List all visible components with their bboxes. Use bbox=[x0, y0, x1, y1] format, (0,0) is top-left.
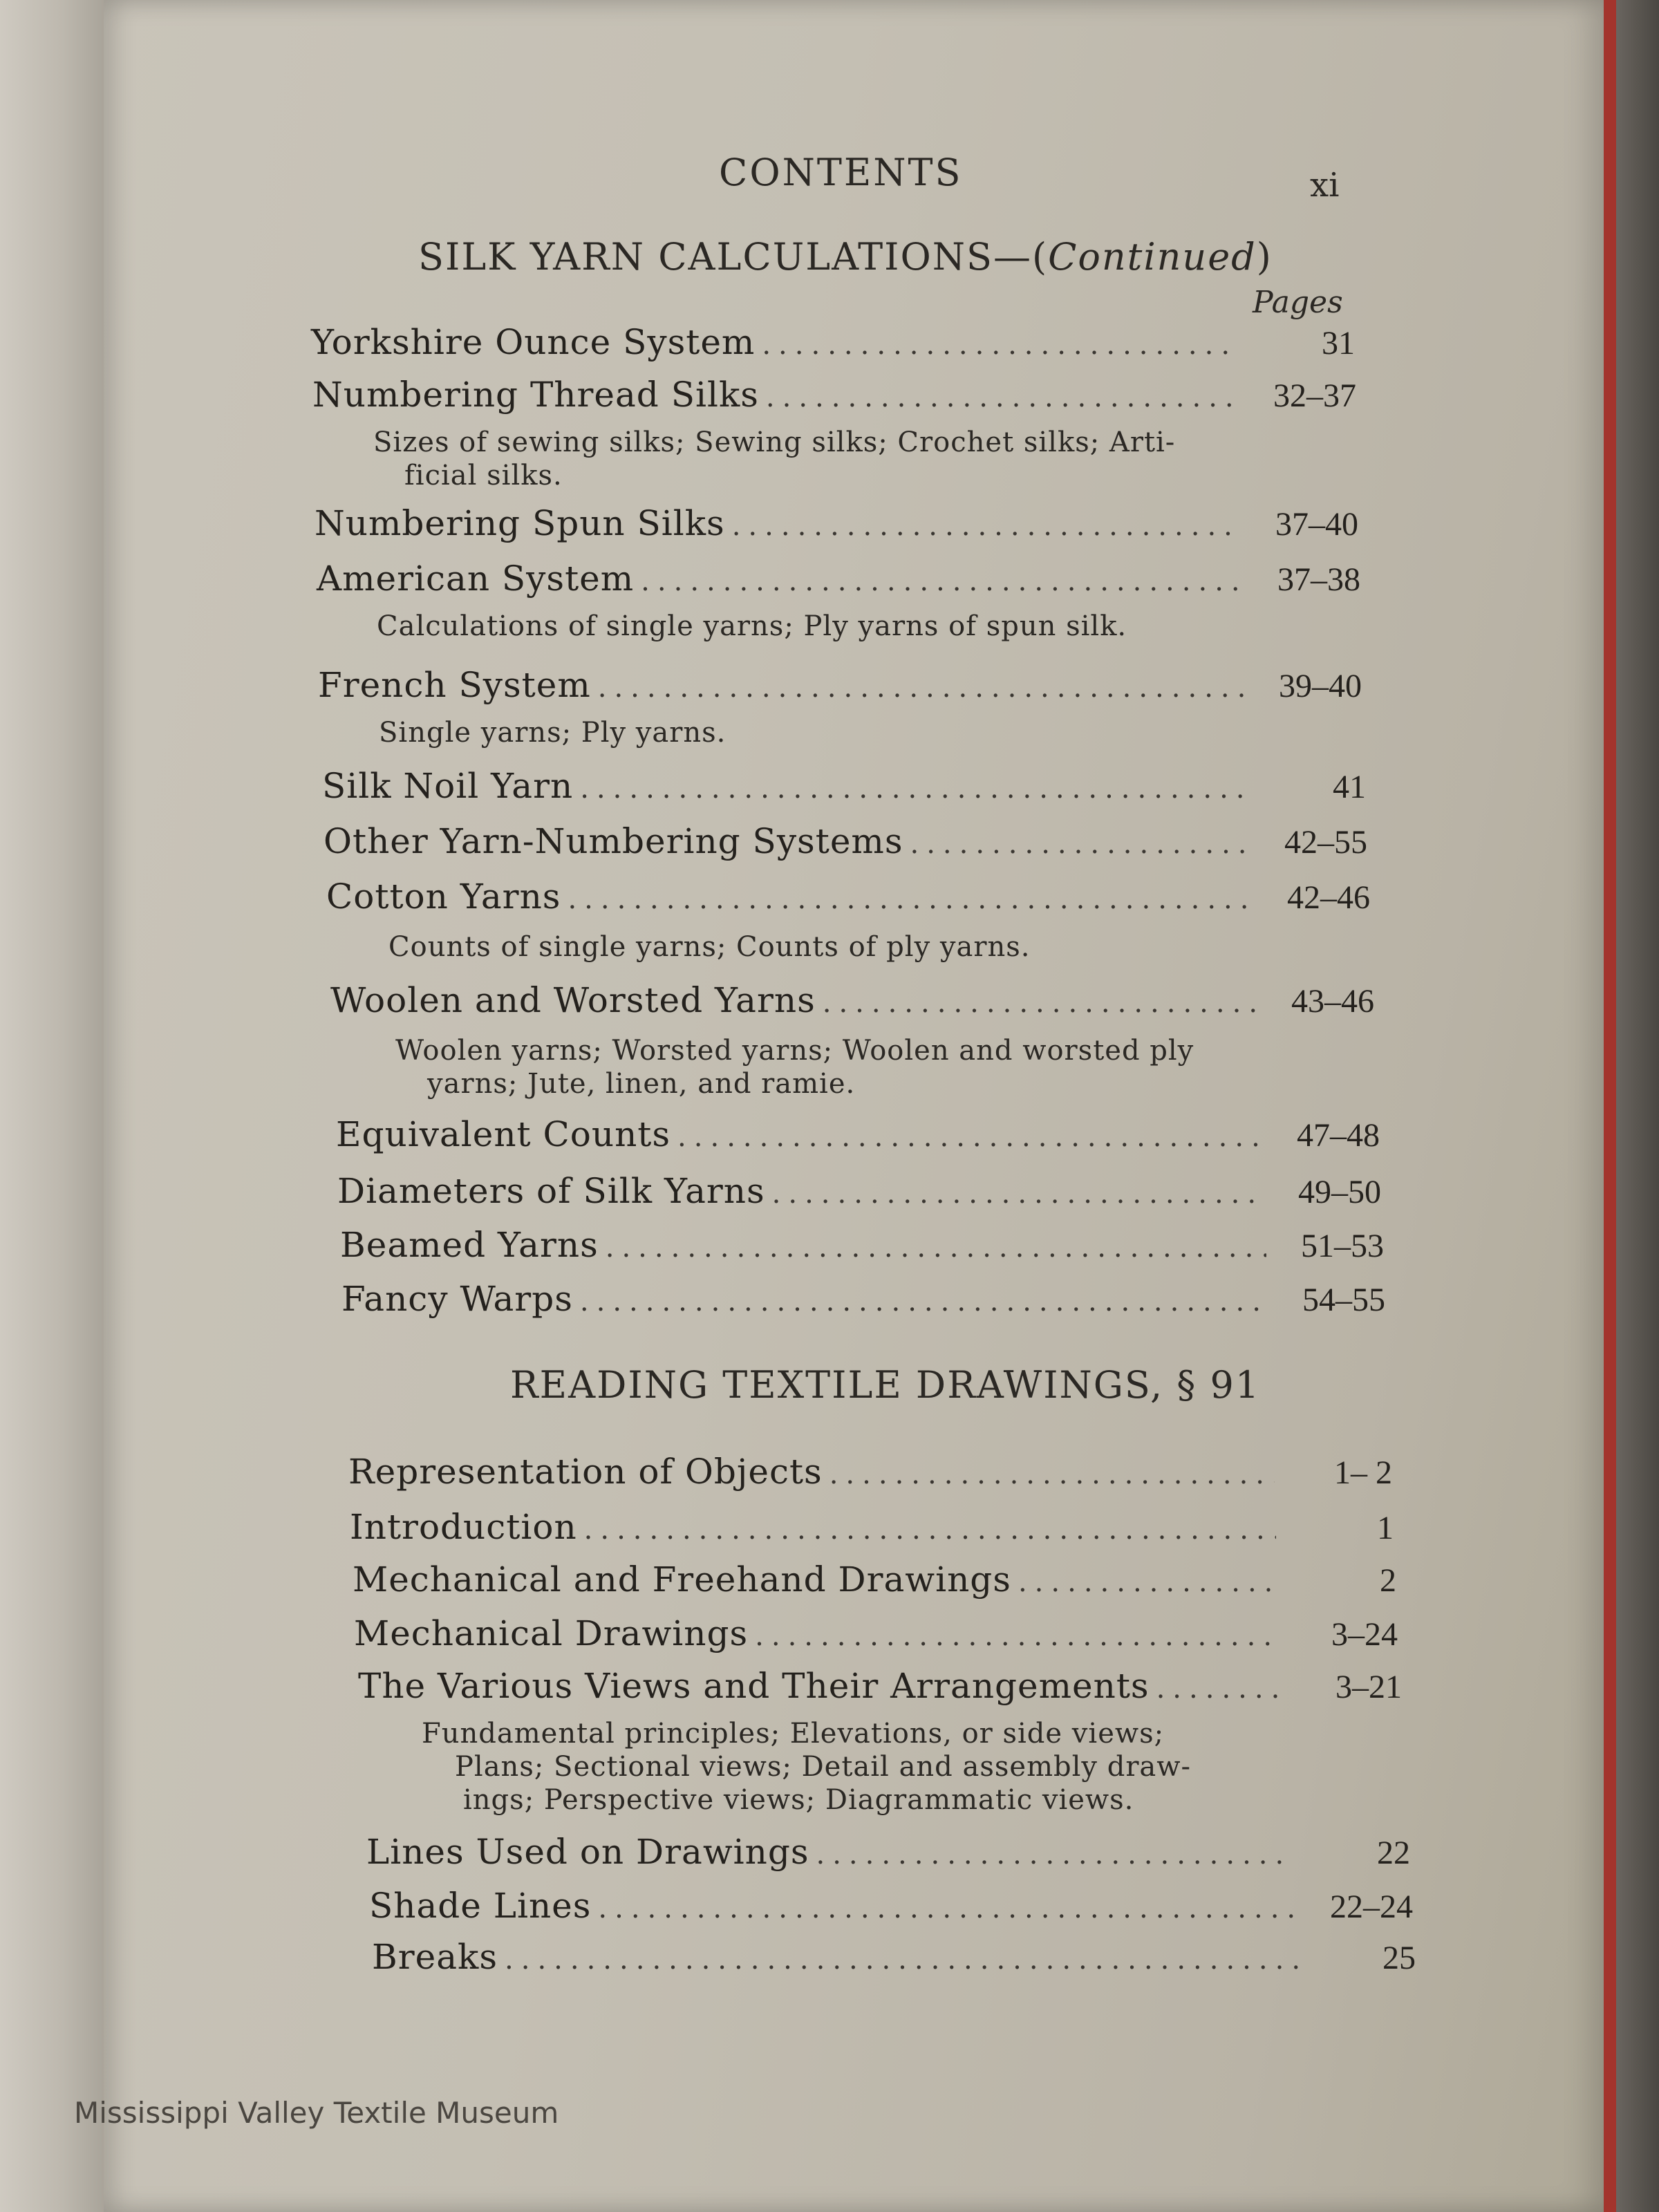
toc-entry[interactable] bbox=[326, 877, 1370, 922]
toc-entry[interactable] bbox=[330, 980, 1374, 1026]
toc-entry[interactable] bbox=[354, 1613, 1398, 1659]
dot-leader bbox=[580, 773, 1248, 805]
dot-leader bbox=[1156, 1673, 1284, 1705]
toc-entry-label: Representation of Objects bbox=[348, 1452, 823, 1492]
toc-entry-label: Breaks bbox=[372, 1937, 498, 1977]
dot-leader bbox=[641, 565, 1243, 597]
toc-entry-pages: 3–24 bbox=[1331, 1616, 1398, 1653]
toc-entry-label: Other Yarn-Numbering Systems bbox=[324, 821, 903, 861]
toc-entry-pages: 37–40 bbox=[1275, 506, 1358, 543]
toc-entry[interactable] bbox=[369, 1886, 1413, 1931]
dot-leader bbox=[598, 672, 1244, 704]
toc-entry[interactable] bbox=[336, 1114, 1380, 1160]
toc-entry-pages: 42–55 bbox=[1284, 824, 1367, 861]
toc-entry-pages: 54–55 bbox=[1302, 1282, 1385, 1318]
toc-entry-label: Numbering Thread Silks bbox=[312, 375, 759, 415]
pages-column-label: Pages bbox=[1253, 285, 1343, 320]
toc-entry[interactable] bbox=[311, 322, 1355, 368]
dot-leader bbox=[823, 987, 1257, 1019]
dot-leader bbox=[830, 1459, 1275, 1490]
toc-entry-pages: 3–21 bbox=[1335, 1669, 1402, 1705]
toc-entry-pages: 2 bbox=[1380, 1562, 1396, 1599]
dot-leader bbox=[1018, 1566, 1279, 1598]
toc-entry[interactable] bbox=[348, 1452, 1392, 1497]
toc-entry[interactable] bbox=[337, 1171, 1381, 1217]
toc-entry[interactable] bbox=[350, 1507, 1394, 1553]
toc-entry[interactable] bbox=[315, 503, 1358, 549]
toc-entry-pages: 1– 2 bbox=[1334, 1454, 1392, 1491]
toc-entry-label: Woolen and Worsted Yarns bbox=[330, 980, 816, 1020]
toc-entry-pages: 43–46 bbox=[1291, 983, 1374, 1020]
toc-entry-label: Mechanical and Freehand Drawings bbox=[353, 1559, 1011, 1600]
toc-entry-label: Equivalent Counts bbox=[336, 1114, 671, 1154]
toc-entry-pages: 39–40 bbox=[1279, 668, 1362, 704]
toc-entry-label: Shade Lines bbox=[369, 1886, 592, 1926]
toc-entry[interactable] bbox=[366, 1832, 1410, 1877]
toc-subentry: Sizes of sewing silks; Sewing silks; Crochet silks; Arti- bbox=[373, 427, 1176, 458]
toc-entry[interactable] bbox=[324, 821, 1367, 867]
toc-entry-label: The Various Views and Their Arrangements bbox=[358, 1666, 1150, 1706]
dot-leader bbox=[816, 1839, 1293, 1871]
dot-leader bbox=[677, 1121, 1262, 1153]
dot-leader bbox=[598, 1893, 1295, 1924]
running-head: CONTENTS bbox=[719, 151, 963, 194]
toc-entry-pages: 25 bbox=[1382, 1940, 1416, 1976]
toc-entry-label: Diameters of Silk Yarns bbox=[337, 1171, 765, 1211]
toc-entry-pages: 32–37 bbox=[1273, 377, 1356, 414]
toc-entry-pages: 22 bbox=[1377, 1835, 1410, 1871]
toc-entry-pages: 31 bbox=[1322, 325, 1355, 362]
dot-leader bbox=[766, 382, 1239, 413]
toc-subentry: Fundamental principles; Elevations, or side views; bbox=[422, 1718, 1165, 1750]
toc-entry[interactable] bbox=[322, 766, 1366, 812]
dot-leader bbox=[755, 1620, 1280, 1652]
toc-entry-label: Beamed Yarns bbox=[340, 1225, 599, 1265]
toc-entry[interactable] bbox=[312, 375, 1356, 420]
dot-leader bbox=[568, 883, 1253, 915]
museum-watermark: Mississippi Valley Textile Museum bbox=[74, 2096, 559, 2130]
section-title-reading-drawings: READING TEXTILE DRAWINGS, § 91 bbox=[510, 1363, 1261, 1407]
toc-entry-pages: 49–50 bbox=[1298, 1174, 1381, 1210]
toc-entry-label: Lines Used on Drawings bbox=[366, 1832, 809, 1872]
toc-entry-pages: 37–38 bbox=[1277, 561, 1360, 598]
dot-leader bbox=[910, 828, 1250, 860]
toc-entry-pages: 1 bbox=[1377, 1510, 1394, 1546]
toc-subentry: Plans; Sectional views; Detail and assembly draw- bbox=[455, 1751, 1192, 1783]
dot-leader bbox=[762, 329, 1237, 361]
dot-leader bbox=[732, 510, 1241, 542]
dot-leader bbox=[772, 1178, 1264, 1210]
toc-entry-label: American System bbox=[317, 559, 635, 599]
toc-entry-pages: 51–53 bbox=[1301, 1228, 1384, 1264]
toc-entry-label: Numbering Spun Silks bbox=[315, 503, 725, 543]
toc-subentry: ings; Perspective views; Diagrammatic views. bbox=[463, 1784, 1134, 1816]
toc-subentry: Single yarns; Ply yarns. bbox=[379, 717, 727, 749]
toc-entry-label: Mechanical Drawings bbox=[354, 1613, 749, 1653]
toc-subentry: yarns; Jute, linen, and ramie. bbox=[427, 1068, 856, 1100]
dot-leader bbox=[584, 1514, 1276, 1546]
toc-subentry: Woolen yarns; Worsted yarns; Woolen and worsted ply bbox=[395, 1035, 1194, 1067]
toc-subentry: ficial silks. bbox=[404, 460, 563, 491]
toc-entry-label: French System bbox=[318, 665, 591, 705]
toc-entry-label: Cotton Yarns bbox=[326, 877, 561, 917]
toc-entry-label: Introduction bbox=[350, 1507, 577, 1547]
toc-entry[interactable] bbox=[358, 1666, 1402, 1712]
toc-entry[interactable] bbox=[317, 559, 1360, 604]
book-cover-edge bbox=[1604, 0, 1616, 2212]
toc-entry[interactable] bbox=[341, 1279, 1385, 1324]
toc-entry-label: Fancy Warps bbox=[341, 1279, 573, 1319]
toc-entry-pages: 41 bbox=[1333, 769, 1366, 805]
toc-entry-label: Yorkshire Ounce System bbox=[311, 322, 756, 362]
toc-entry[interactable] bbox=[353, 1559, 1396, 1605]
dot-leader bbox=[505, 1944, 1298, 1976]
toc-entry[interactable] bbox=[340, 1225, 1384, 1271]
toc-subentry: Counts of single yarns; Counts of ply yarns. bbox=[388, 931, 1031, 963]
toc-entry[interactable] bbox=[372, 1937, 1416, 1983]
dot-leader bbox=[580, 1286, 1268, 1318]
facing-page-edge bbox=[0, 0, 104, 2212]
toc-entry[interactable] bbox=[318, 665, 1362, 711]
toc-subentry: Calculations of single yarns; Ply yarns of spun silk. bbox=[377, 610, 1127, 642]
section-title-silk-yarn: SILK YARN CALCULATIONS—(Continued) bbox=[418, 235, 1273, 279]
toc-entry-pages: 42–46 bbox=[1287, 879, 1370, 916]
toc-entry-pages: 47–48 bbox=[1297, 1117, 1380, 1154]
page-folio: xi bbox=[1310, 166, 1340, 205]
toc-entry-label: Silk Noil Yarn bbox=[322, 766, 574, 806]
book-cover-cloth bbox=[1616, 0, 1659, 2212]
dot-leader bbox=[606, 1232, 1266, 1264]
toc-entry-pages: 22–24 bbox=[1330, 1888, 1413, 1925]
